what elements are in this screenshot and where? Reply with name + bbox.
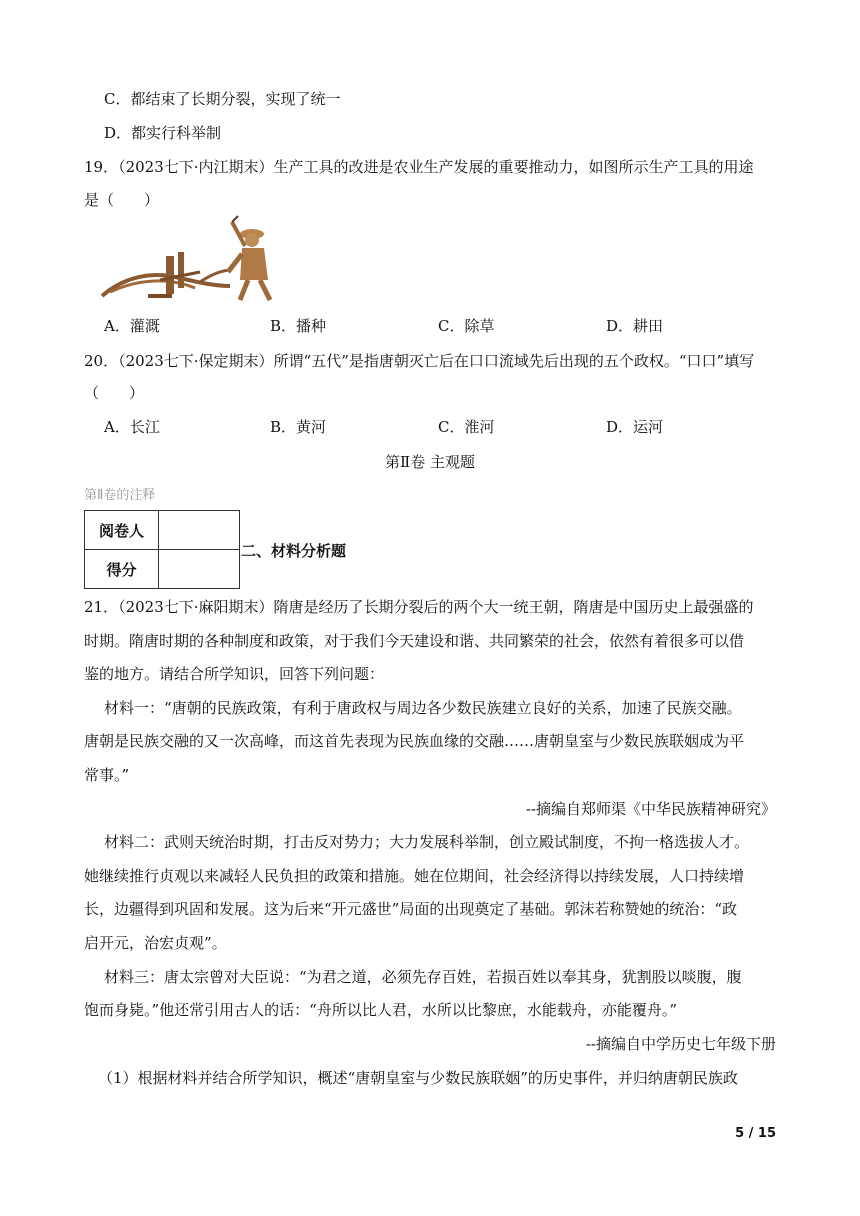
section-title: 二、材料分析题 xyxy=(241,542,347,560)
material-2-line-4: 启开元，治宏贞观”。 xyxy=(84,934,227,952)
option-d-prev: D．都实行科举制 xyxy=(104,124,222,142)
material-1-source: --摘编自郑师渠《中华民族精神研究》 xyxy=(525,800,776,818)
question-21-intro-1: 21．（2023七下·麻阳期末）隋唐是经历了长期分裂后的两个大一统王朝，隋唐是中国历史上最强盛的 xyxy=(84,598,754,616)
plowing-figure xyxy=(100,214,280,304)
question-20-stem: 20．（2023七下·保定期末）所谓“五代”是指唐朝灭亡后在口口流域先后出现的五个政权。“口口”填写 xyxy=(84,352,755,370)
page-number: 5 / 15 xyxy=(735,1126,776,1141)
material-3-line-2: 饱而身毙。”他还常引用古人的话：“舟所以比人君，水所以比黎庶，水能载舟，亦能覆舟。” xyxy=(84,1001,678,1019)
q19-option-a: A．灌溉 xyxy=(104,317,160,335)
score-label: 得分 xyxy=(85,550,159,589)
question-21-intro-2: 时期。隋唐时期的各种制度和政策，对于我们今天建设和谐、共同繁荣的社会，依然有着很多可以借 xyxy=(84,632,745,650)
q20-option-d: D．运河 xyxy=(606,418,664,436)
grader-label: 阅卷人 xyxy=(85,511,159,550)
material-2-line-2: 她继续推行贞观以来减轻人民负担的政策和措施。她在位期间，社会经济得以持续发展，人口持续增 xyxy=(84,867,745,885)
material-2-line-3: 长，边疆得到巩固和发展。这为后来“开元盛世”局面的出现奠定了基础。郭沫若称赞她的统治：“政 xyxy=(84,900,738,918)
score-table xyxy=(84,510,240,589)
q19-option-b: B．播种 xyxy=(270,317,327,335)
q20-option-b: B．黄河 xyxy=(270,418,327,436)
q20-option-a: A．长江 xyxy=(104,418,160,436)
question-21-intro-3: 鉴的地方。请结合所学知识，回答下列问题： xyxy=(84,665,385,683)
material-1-line-3: 常事。” xyxy=(84,766,130,784)
material-1-line-1: 材料一：“唐朝的民族政策，有利于唐政权与周边各少数民族建立良好的关系，加速了民族交融。 xyxy=(104,699,742,717)
question-19-stem: 19．（2023七下·内江期末）生产工具的改进是农业生产发展的重要推动力，如图所示生产工具的用途 xyxy=(84,158,754,176)
material-3-source: --摘编自中学历史七年级下册 xyxy=(585,1035,776,1053)
score-blank xyxy=(159,550,240,589)
question-21-sub-1: （1）根据材料并结合所学知识，概述“唐朝皇室与少数民族联姻”的历史事件，并归纳唐朝民族政 xyxy=(98,1069,738,1087)
grader-blank xyxy=(159,511,240,550)
material-1-line-2: 唐朝是民族交融的又一次高峰，而这首先表现为民族血缘的交融……唐朝皇室与少数民族联姻成为平 xyxy=(84,732,745,750)
q19-option-d: D．耕田 xyxy=(606,317,664,335)
question-19-stem-cont: 是（ ） xyxy=(84,191,160,209)
part-2-note: 第Ⅱ卷的注释 xyxy=(84,488,156,503)
option-c-prev: C．都结束了长期分裂，实现了统一 xyxy=(104,90,341,108)
material-3-line-1: 材料三：唐太宗曾对大臣说：“为君之道，必须先存百姓，若损百姓以奉其身，犹割股以啖腹，腹 xyxy=(104,968,742,986)
q19-option-c: C．除草 xyxy=(438,317,495,335)
question-20-stem-cont: （ ） xyxy=(84,384,145,402)
part-2-title: 第Ⅱ卷 主观题 xyxy=(385,453,475,471)
material-2-line-1: 材料二：武则天统治时期，打击反对势力；大力发展科举制，创立殿试制度，不拘一格选拔人才。 xyxy=(104,833,750,851)
q20-option-c: C．淮河 xyxy=(438,418,495,436)
